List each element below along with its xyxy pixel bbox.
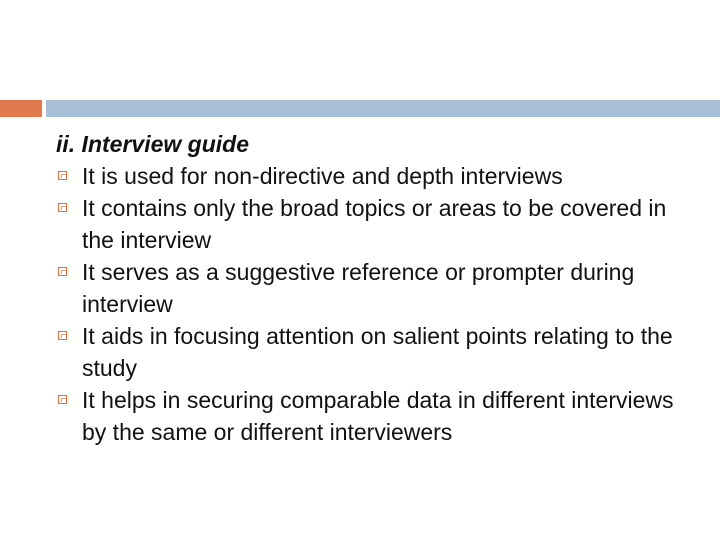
bullet-text: It aids in focusing attention on salient points relating to the study <box>82 323 673 381</box>
bullet-text: It helps in securing comparable data in different interviews by the same or different interviewers <box>82 387 674 445</box>
bullet-item <box>56 256 696 320</box>
square-bullet-icon <box>58 203 67 212</box>
square-bullet-icon <box>58 331 67 340</box>
bullet-item <box>56 320 696 384</box>
slide-heading: ii. Interview guide <box>56 131 249 157</box>
square-bullet-icon <box>58 395 67 404</box>
bullet-list <box>56 160 696 448</box>
square-bullet-icon <box>58 267 67 276</box>
square-bullet-icon <box>58 171 67 180</box>
bullet-item <box>56 192 696 256</box>
accent-bar <box>0 100 42 117</box>
bullet-text: It serves as a suggestive reference or prompter during interview <box>82 259 635 317</box>
slide-content <box>56 128 696 448</box>
header-bar <box>46 100 720 117</box>
bullet-text: It contains only the broad topics or areas to be covered in the interview <box>82 195 667 253</box>
bullet-item <box>56 160 696 192</box>
bullet-item <box>56 384 696 448</box>
bullet-text: It is used for non-directive and depth interviews <box>82 163 563 189</box>
